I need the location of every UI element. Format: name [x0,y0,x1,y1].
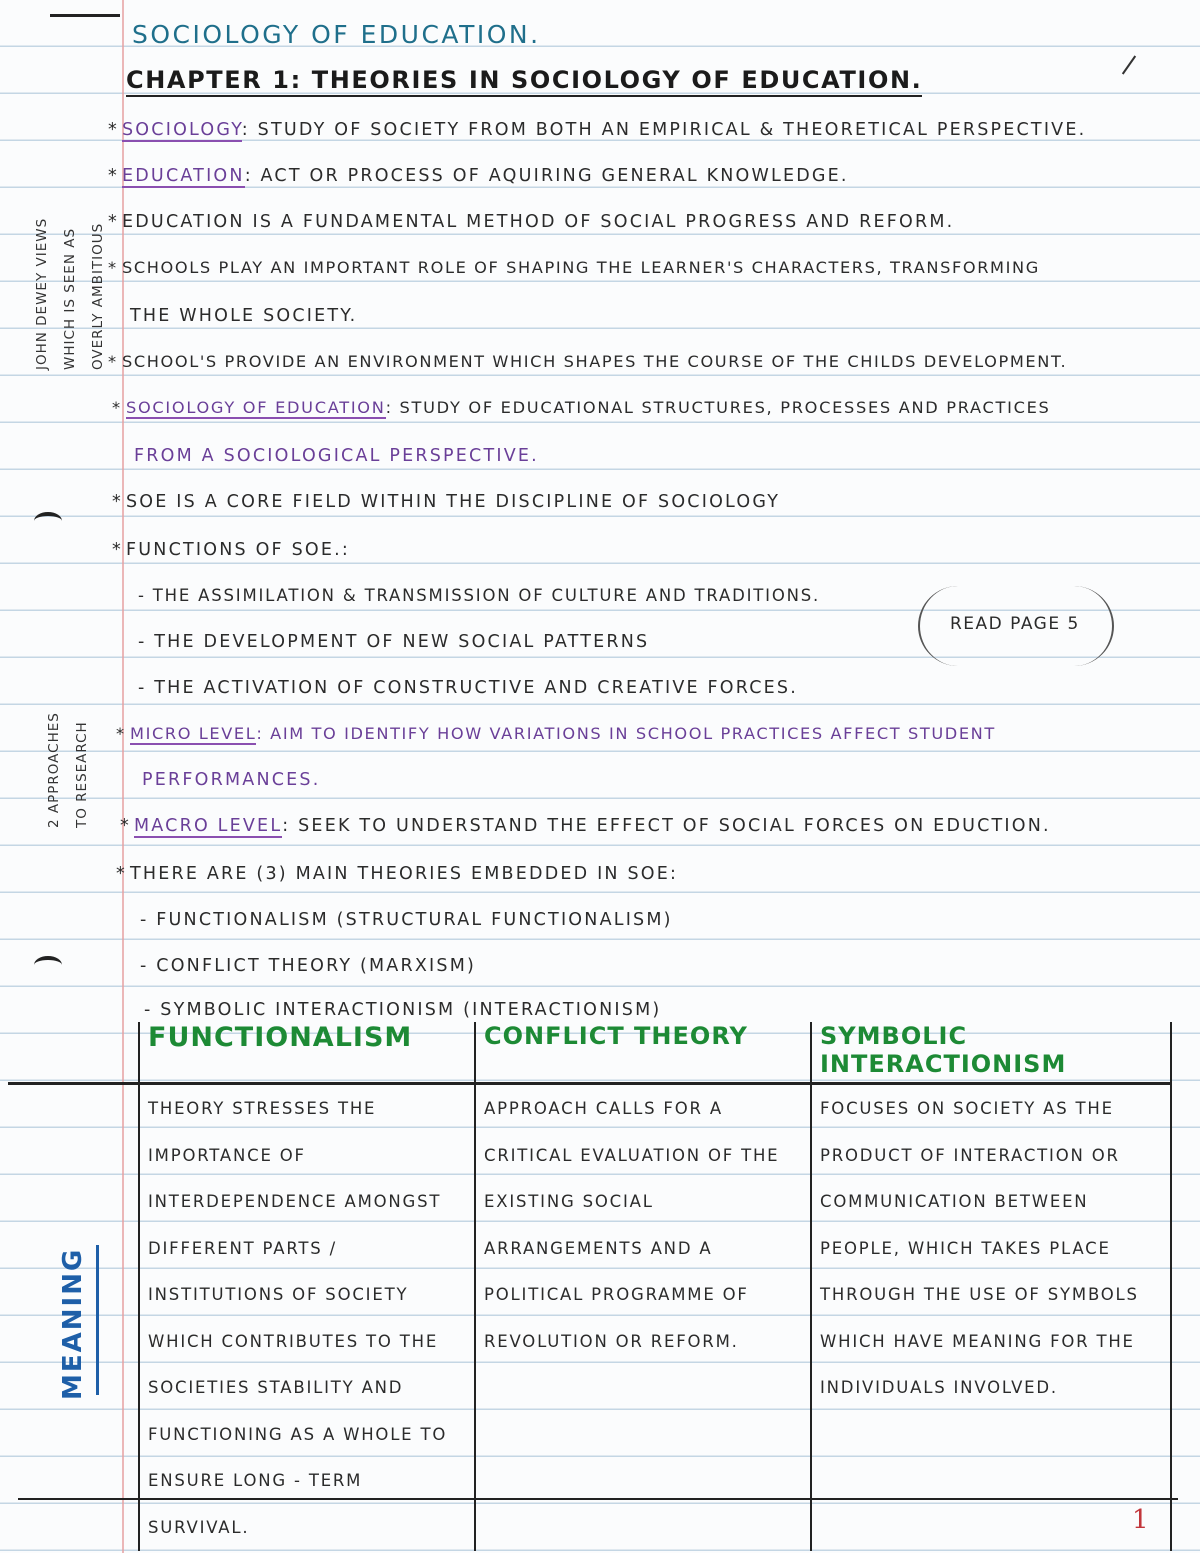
note-line: * SOCIOLOGY: STUDY OF SOCIETY FROM BOTH AN EMPIRICAL & THEORETICAL PERSPECTIVE. [108,120,1087,140]
corner-pen-mark [1122,55,1136,74]
margin-arc-mark [34,512,62,530]
note-line: FROM A SOCIOLOGICAL PERSPECTIVE. [134,446,539,466]
note-line: - CONFLICT THEORY (MARXISM) [140,956,477,976]
margin-line [122,0,124,1553]
note-line: * SOE IS A CORE FIELD WITHIN THE DISCIPLINE OF SOCIOLOGY [112,492,781,512]
theories-table [138,1022,1172,1551]
chapter-title: CHAPTER 1: THEORIES IN SOCIOLOGY OF EDUCATION. [126,66,922,97]
note-line: - THE ASSIMILATION & TRANSMISSION OF CULTURE AND TRADITIONS. [138,586,821,605]
top-pen-mark [50,14,120,17]
subject-title: SOCIOLOGY OF EDUCATION. [132,20,541,49]
margin-arc-mark [34,956,62,974]
note-line: * MICRO LEVEL: AIM TO IDENTIFY HOW VARIATIONS IN SCHOOL PRACTICES AFFECT STUDENT [116,724,996,743]
table-bottom-rule [18,1498,1178,1500]
note-line: * SCHOOL'S PROVIDE AN ENVIRONMENT WHICH SHAPES THE COURSE OF THE CHILDS DEVELOPMENT. [108,352,1068,371]
row-label-meaning: MEANING [58,1247,88,1400]
note-line: - FUNCTIONALISM (STRUCTURAL FUNCTIONALISM) [140,910,673,930]
read-page-note: READ PAGE 5 [918,586,1114,666]
note-line: PERFORMANCES. [142,770,321,790]
note-line: * FUNCTIONS OF SOE.: [112,540,350,560]
note-line: * SOCIOLOGY OF EDUCATION: STUDY OF EDUCATIONAL STRUCTURES, PROCESSES AND PRACTICES [112,398,1051,417]
note-line: - THE ACTIVATION OF CONSTRUCTIVE AND CREATIVE FORCES. [138,678,799,698]
note-line: - THE DEVELOPMENT OF NEW SOCIAL PATTERNS [138,632,650,652]
meaning-functionalism: THEORY STRESSES THE IMPORTANCE OF INTERDEPENDENCE AMONGST DIFFERENT PARTS / INSTITUTIONS OF SOCIETY WHICH CONTRIBUTES TO THE SOCIETIES STABILITY AND FUNCTIONING AS A WHOLE TO ENSURE LONG - TERM SURVIVAL. [139,1080,475,1551]
heading-functionalism: FUNCTIONALISM [139,1022,475,1080]
meaning-conflict-theory: APPROACH CALLS FOR A CRITICAL EVALUATION OF THE EXISTING SOCIAL ARRANGEMENTS AND A POLITICAL PROGRAMME OF REVOLUTION OR REFORM. [475,1080,811,1551]
note-line: * MACRO LEVEL: SEEK TO UNDERSTAND THE EFFECT OF SOCIAL FORCES ON EDUCTION. [120,816,1051,836]
note-line: * SCHOOLS PLAY AN IMPORTANT ROLE OF SHAPING THE LEARNER'S CHARACTERS, TRANSFORMING [108,258,1040,277]
page-number: 1 [1132,1505,1149,1535]
meaning-symbolic-interactionism: FOCUSES ON SOCIETY AS THE PRODUCT OF INTERACTION OR COMMUNICATION BETWEEN PEOPLE, WHICH TAKES PLACE THROUGH THE USE OF SYMBOLS WHICH HAVE MEANING FOR THE INDIVIDUALS INVOLVED. [811,1080,1171,1551]
note-line: THE WHOLE SOCIETY. [130,306,358,326]
side-note-dewey: JOHN DEWEY VIEWS WHICH IS SEEN AS OVERLY AMBITIOUS [34,217,106,370]
side-note-approaches: 2 APPROACHES TO RESEARCH [46,712,90,828]
note-line: * THERE ARE (3) MAIN THEORIES EMBEDDED IN SOE: [116,864,679,884]
heading-conflict-theory: CONFLICT THEORY [475,1022,811,1080]
heading-symbolic-interactionism: SYMBOLIC INTERACTIONISM [811,1022,1171,1080]
meaning-rule [96,1245,99,1395]
note-line: - SYMBOLIC INTERACTIONISM (INTERACTIONISM) [144,1000,662,1020]
note-line: * EDUCATION: ACT OR PROCESS OF AQUIRING GENERAL KNOWLEDGE. [108,166,849,186]
note-line: * EDUCATION IS A FUNDAMENTAL METHOD OF SOCIAL PROGRESS AND REFORM. [108,212,955,232]
